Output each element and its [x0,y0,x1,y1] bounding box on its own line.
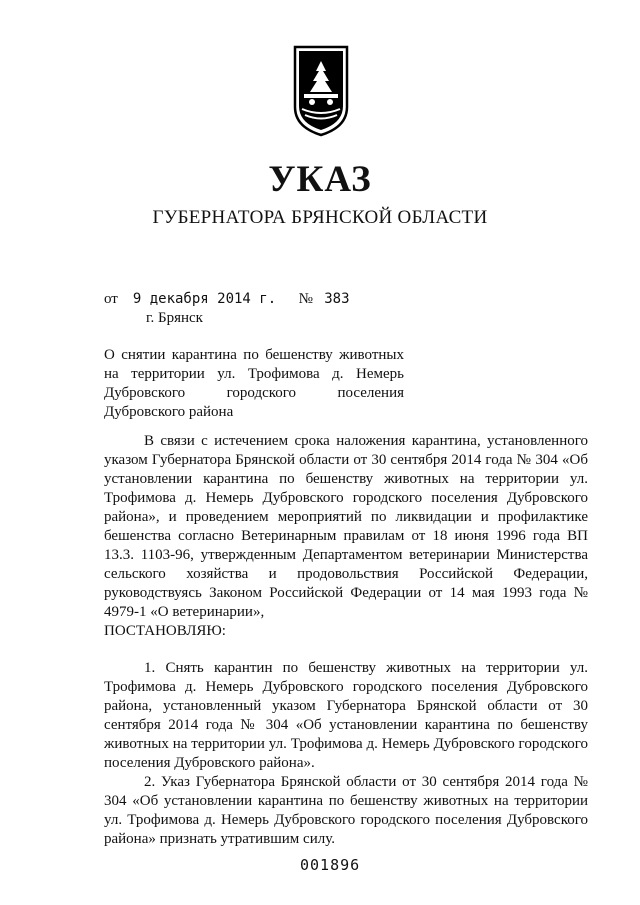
document-date: 9 декабря 2014 г. [132,291,277,307]
document-title: УКАЗ [268,159,372,200]
number-label: № [298,291,313,307]
document-body [104,432,588,849]
document-subtitle: ГУБЕРНАТОРА БРЯНСКОЙ ОБЛАСТИ [152,207,488,228]
resolve-heading: ПОСТАНОВЛЯЮ: [104,623,226,639]
serial-number: 001896 [300,856,361,874]
item-1-paragraph: 1. Снять карантин по бешенству животных на территории ул. Трофимова д. Немерь Дубровского городского поселения Дубровского района, установленный указом Губернатора Брянской области от 30 сентября 2014 года № 304 «Об установлении карантина по бешенству животных на территории ул. Трофимова д. Немерь Дубровского городского поселения Дубровского района». [104,660,588,771]
item-2-paragraph: 2. Указ Губернатора Брянской области от 30 сентября 2014 года № 304 «Об установлении карантина по бешенству животных на территории ул. Трофимова д. Немерь Дубровского городского поселения Дубровского района» признать утратившим силу. [104,774,588,847]
document-topic: О снятии карантина по бешенству животных на территории ул. Трофимова д. Немерь Дубровского городского поселения Дубровского района [104,347,404,420]
bryansk-coat-of-arms-icon [292,45,350,137]
document-date-number [104,291,350,308]
document-city: г. Брянск [146,310,203,326]
document-number: 383 [324,291,350,307]
preamble-paragraph: В связи с истечением срока наложения карантина, установленного указом Губернатора Брянской области от 30 сентября 2014 года № 304 «Об установлении карантина по бешенству животных на территории ул. Трофимова д. Немерь Дубровского городского поселения Дубровского района», и проведением мероприятий по ликвидации и профилактике бешенства согласно Ветеринарным правилам от 18 июня 1996 года ВП 13.3. 1103-96, утвержденным Департаментом ветеринарии Министерства сельского хозяйства и продовольствия Российской Федерации, руководствуясь Законом Российской Федерации от 14 мая 1993 года № 4979-1 «О ветеринарии», [104,433,588,620]
from-label: от [104,291,118,307]
